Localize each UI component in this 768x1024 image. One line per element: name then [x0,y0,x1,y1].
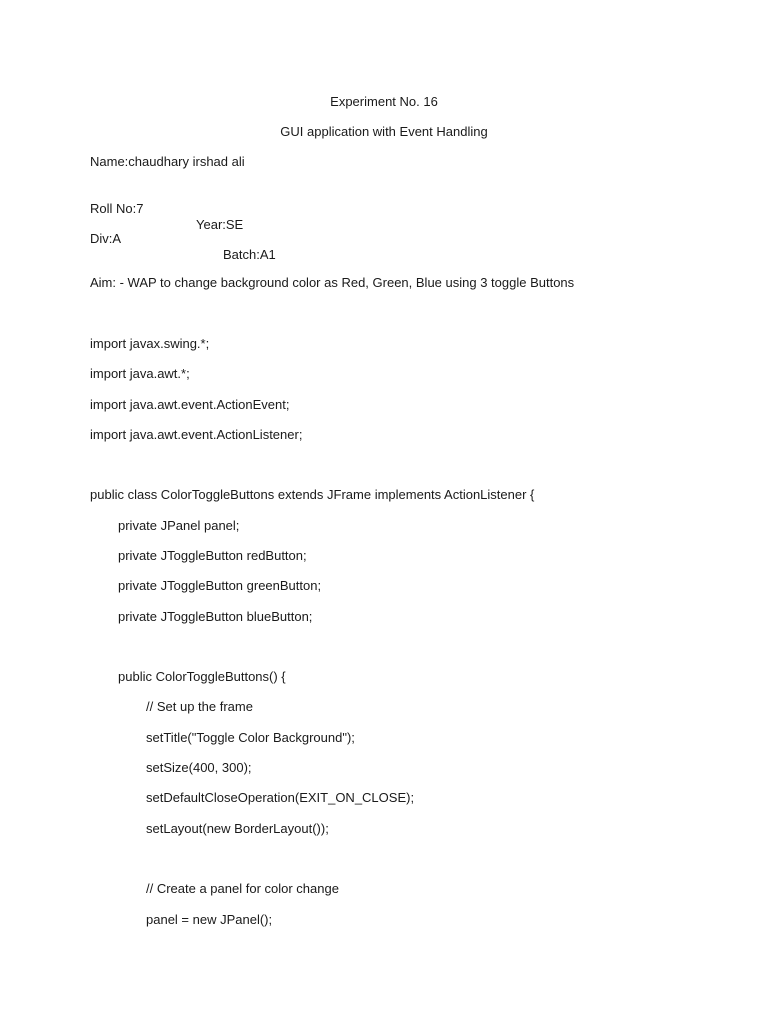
code-class-declaration: public class ColorToggleButtons extends JFrame implements ActionListener { [90,487,535,502]
experiment-title: GUI application with Event Handling [280,124,488,139]
code-constructor-declaration: public ColorToggleButtons() { [118,669,286,684]
div-batch-row [90,215,490,279]
code-statement-line: setLayout(new BorderLayout()); [146,821,329,836]
roll-number: Roll No:7 [90,201,144,216]
division: Div:A [90,231,122,246]
code-statement-line: panel = new JPanel(); [146,912,273,927]
aim-statement: Aim: - WAP to change background color as Red, Green, Blue using 3 toggle Buttons [90,275,575,290]
code-field-line: private JToggleButton greenButton; [118,578,322,593]
experiment-number: Experiment No. 16 [330,94,438,109]
code-field-line: private JToggleButton blueButton; [118,609,313,624]
code-field-line: private JToggleButton redButton; [118,548,307,563]
code-comment-line: // Create a panel for color change [146,881,339,896]
year: Year:SE [196,217,244,232]
code-import-line: import java.awt.event.ActionEvent; [90,397,290,412]
code-statement-line: setSize(400, 300); [146,760,252,775]
code-statement-line: setDefaultCloseOperation(EXIT_ON_CLOSE); [146,790,415,805]
batch: Batch:A1 [223,247,276,262]
code-comment-line: // Set up the frame [146,699,253,714]
code-field-line: private JPanel panel; [118,518,240,533]
code-import-line: import javax.swing.*; [90,336,210,351]
code-import-line: import java.awt.*; [90,366,190,381]
code-import-line: import java.awt.event.ActionListener; [90,427,303,442]
student-name: Name:chaudhary irshad ali [90,154,245,169]
code-statement-line: setTitle("Toggle Color Background"); [146,730,355,745]
